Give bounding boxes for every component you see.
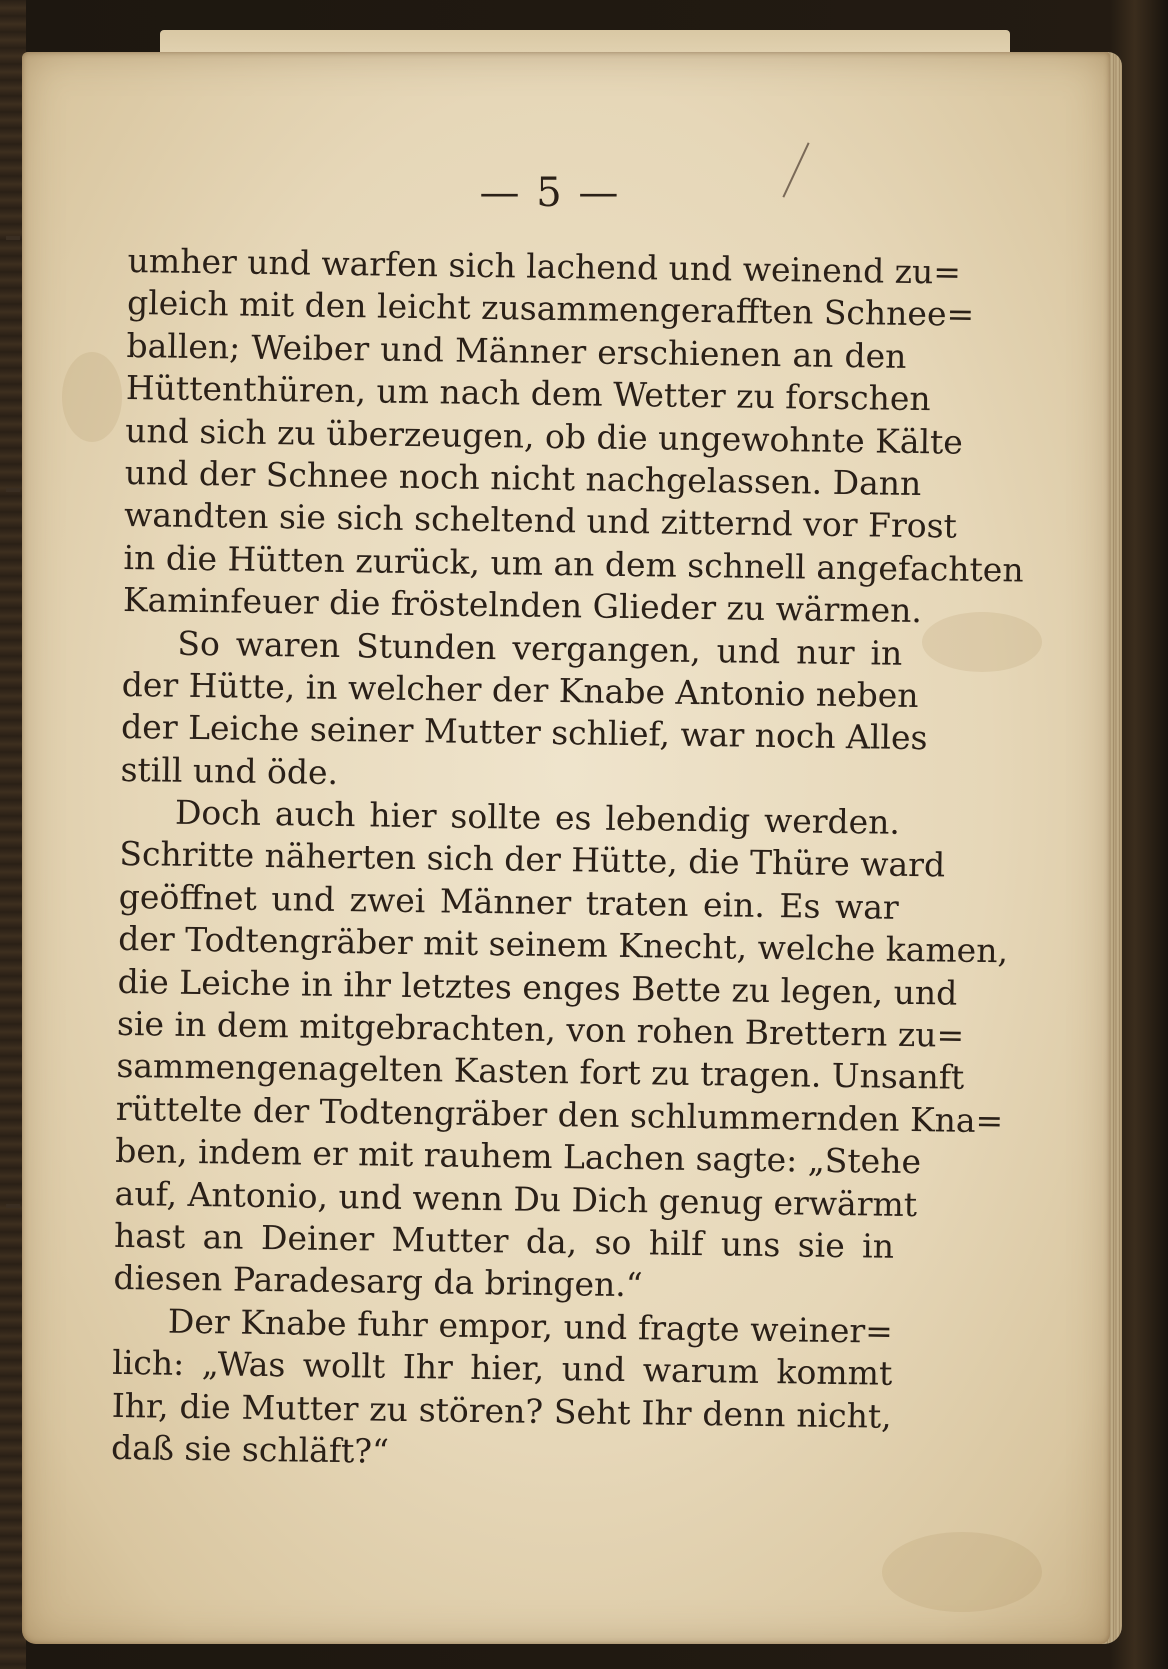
- binding-thread-mark: [6, 236, 20, 240]
- text-line: daß sie schläft?“: [110, 1427, 390, 1471]
- text-line: diesen Paradesarg da bringen.“: [113, 1258, 643, 1305]
- text-line: der Todtengräber mit seinem Knecht, welche kamen,: [117, 919, 1009, 971]
- text-line: gleich mit den leicht zusammengerafften Schnee=: [126, 283, 975, 335]
- text-line: ben, indem er mit rauhem Lachen sagte: „Stehe: [115, 1131, 922, 1182]
- text-line: der Hütte, in welcher der Knabe Antonio neben: [121, 664, 919, 715]
- body-text: [110, 240, 1024, 1480]
- text-line: sammengenagelten Kasten fort zu tragen. Unsanft: [116, 1046, 965, 1098]
- text-line: Kaminfeuer die fröstelnden Glieder zu wärmen.: [122, 580, 923, 631]
- text-line: auf, Antonio, und wenn Du Dich genug erwärmt: [114, 1173, 918, 1224]
- text-line: Der Knabe fuhr empor, und fragte weiner=: [167, 1301, 894, 1351]
- text-line: der Leiche seiner Mutter schlief, war noch Alles: [120, 707, 928, 758]
- text-line: Doch auch hier sollte es lebendig werden.: [174, 792, 901, 842]
- text-line: lich: „Was wollt Ihr hier, und warum kommt: [112, 1343, 893, 1393]
- text-line: und sich zu überzeugen, ob die ungewohnte Kälte: [125, 410, 964, 462]
- paper-stain: [922, 612, 1042, 672]
- text-line: sie in dem mitgebrachten, von rohen Brettern zu=: [116, 1003, 965, 1055]
- text-line: rüttelte der Todtengräber den schlummernden Kna=: [115, 1088, 1004, 1141]
- paper-stain: [62, 352, 122, 442]
- page-number: — 5 —: [479, 170, 621, 216]
- binding-thread-mark: [6, 1204, 20, 1208]
- text-line: Schritte näherten sich der Hütte, die Thüre ward: [119, 834, 946, 885]
- text-line: umher und warfen sich lachend und weinend zu=: [127, 240, 962, 292]
- text-line: Ihr, die Mutter zu stören? Seht Ihr denn nicht,: [111, 1385, 892, 1436]
- paper-stain: [882, 1532, 1042, 1612]
- text-line: So waren Stunden vergangen, und nur in: [177, 623, 903, 673]
- text-line: ballen; Weiber und Männer erschienen an den: [126, 325, 907, 376]
- text-line: still und öde.: [120, 749, 339, 792]
- text-line: die Leiche in ihr letztes enges Bette zu legen, und: [117, 961, 958, 1013]
- text-line: Hüttenthüren, um nach dem Wetter zu forschen: [125, 368, 931, 419]
- text-line: hast an Deiner Mutter da, so hilf uns sie in: [113, 1215, 895, 1266]
- binding-thread-mark: [6, 488, 20, 492]
- text-line: in die Hütten zurück, um an dem schnell angefachten: [123, 537, 1024, 590]
- text-line: und der Schnee noch nicht nachgelassen. Dann: [124, 452, 922, 504]
- text-line: geöffnet und zwei Männer traten ein. Es war: [118, 876, 900, 927]
- text-line: wandten sie sich scheltend und zitternd vor Frost: [123, 495, 958, 546]
